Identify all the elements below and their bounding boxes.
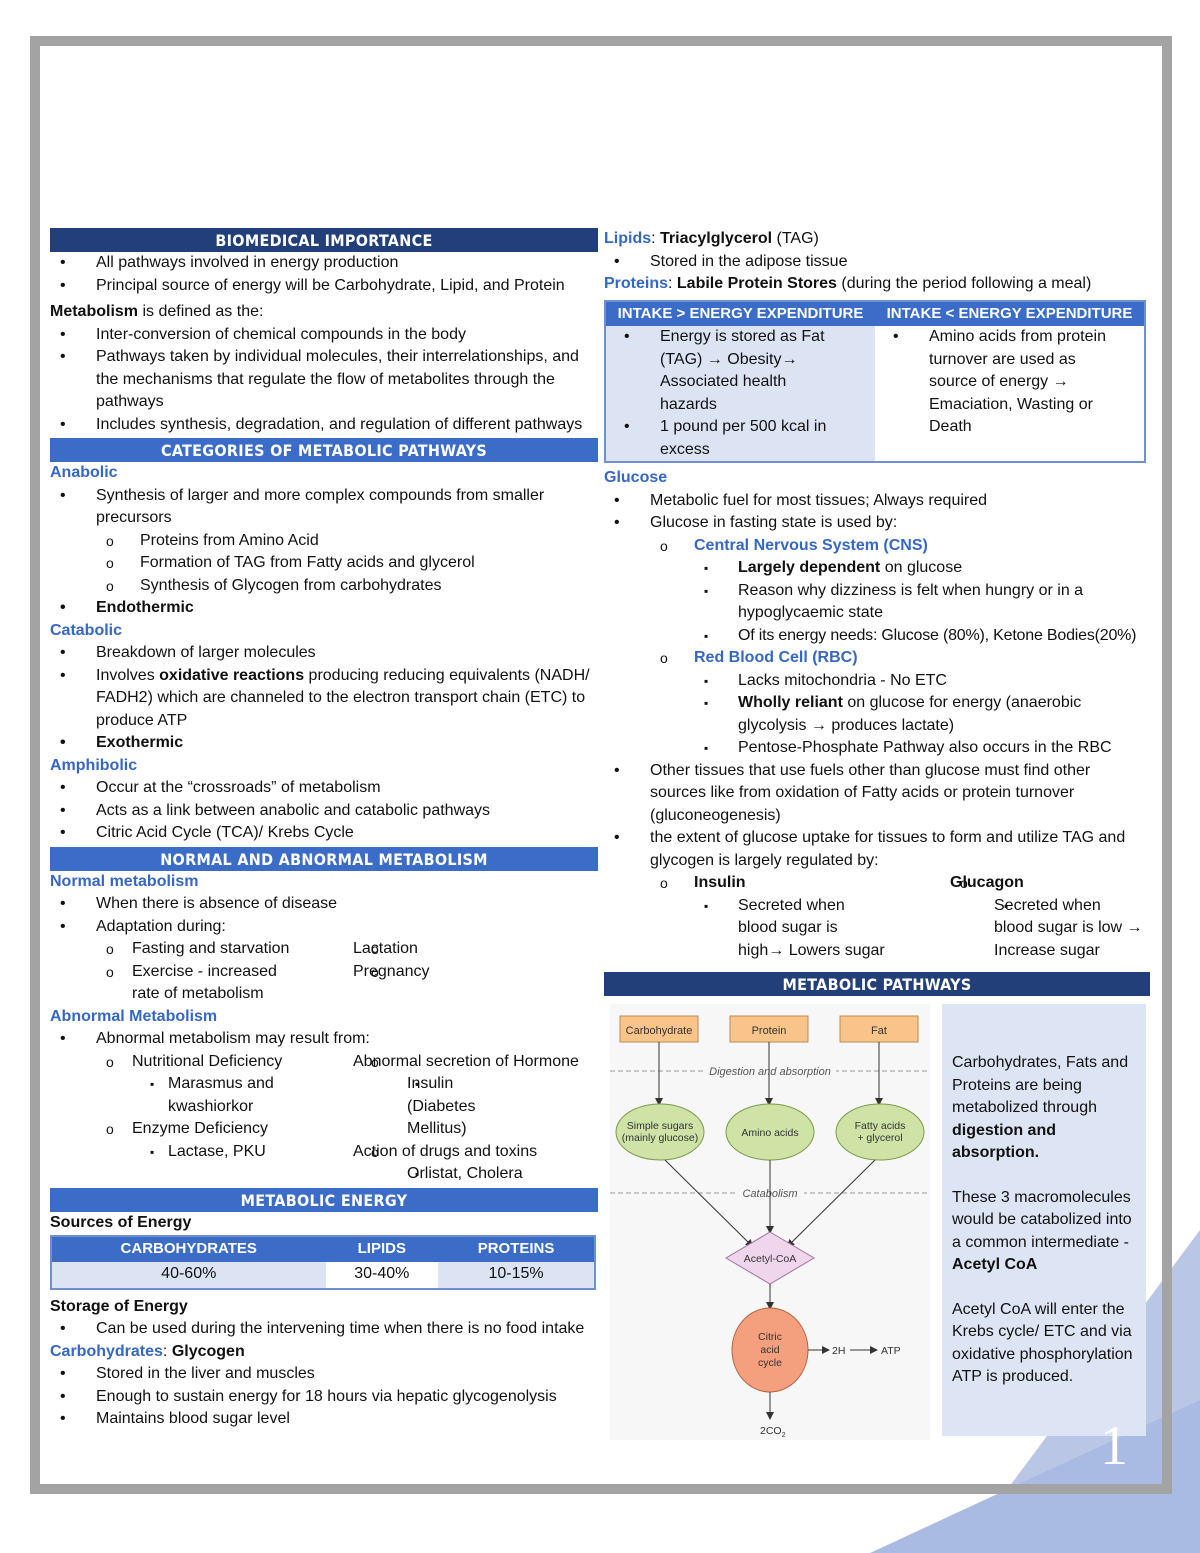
biomedical-importance-header: BIOMEDICAL IMPORTANCE (50, 228, 598, 252)
list-item: • All pathways involved in energy production (50, 252, 598, 275)
list-item (315, 1141, 579, 1164)
list-item: • Maintains blood sugar level (50, 1408, 598, 1431)
lipids-label: Lipids (604, 230, 652, 247)
arrow (788, 1160, 875, 1246)
atp-text: ATP (881, 1345, 901, 1357)
text: Pregnancy (353, 962, 430, 980)
glycogen-term: Glycogen (171, 1342, 245, 1360)
abnormal-columns (50, 1051, 598, 1186)
left-column (50, 228, 598, 1431)
list-item (315, 938, 430, 961)
fatty-acids-text-2: + glycerol (857, 1132, 903, 1144)
list-item: • 1 pound per 500 kcal in excess (606, 416, 845, 461)
list-item (315, 1051, 579, 1074)
deficit-list (875, 326, 1144, 439)
normal-abnormal-header: NORMAL AND ABNORMAL METABOLISM (50, 847, 598, 871)
sources-of-energy-label: Sources of Energy (50, 1213, 192, 1231)
normal-metabolism-label: Normal metabolism (50, 872, 199, 890)
metabolism-term: Metabolism (50, 303, 139, 320)
citric-text-3: cycle (758, 1357, 782, 1369)
bold-text: Wholly reliant (738, 694, 843, 711)
rbc-label: Red Blood Cell (RBC) (694, 649, 858, 666)
text: producing reducing equivalents (NADH/ FADH2) which are channeled to the electron transport chain (ETC) to produce ATP (96, 666, 590, 729)
list-item (315, 961, 430, 984)
separator: : (668, 275, 677, 292)
note-paragraph (952, 1187, 1138, 1277)
pathway-svg (610, 1004, 930, 1440)
list-item: • Synthesis of larger and more complex compounds from smaller precursors (50, 485, 598, 530)
separator: : (651, 230, 660, 247)
carbohydrates-label: Carbohydrates (50, 1342, 163, 1360)
glucagon-col (904, 872, 1144, 962)
list-item: o Exercise - increased rate of metabolism (50, 961, 282, 1006)
metabolism-def-list (50, 324, 598, 437)
insulin-col (604, 872, 904, 962)
fatty-acids-text: Fatty acids (854, 1120, 906, 1132)
list-item: • Adaptation during: (50, 916, 598, 939)
note-paragraph: Acetyl CoA will enter the Krebs cycle/ ETC and via oxidative phosphorylation ATP is produced. (952, 1300, 1133, 1385)
anabolic-label: Anabolic (50, 464, 118, 481)
list-item (604, 557, 1150, 580)
list-item: • Pathways taken by individual molecules, their interrelationships, and the mechanisms that regulate the flow of metabolites through the pathways (50, 346, 598, 414)
list-item: • Energy is stored as Fat (TAG) → Obesity→ Associated health hazards (606, 326, 845, 416)
proteins-line (604, 273, 1150, 296)
citric-text-2: acid (760, 1344, 780, 1356)
text: Involves (96, 666, 160, 684)
adaptation-left (50, 938, 315, 1006)
abnormal-right (315, 1051, 579, 1186)
co2-main: 2CO (760, 1425, 782, 1437)
carbohydrate-text: Carbohydrate (625, 1025, 693, 1037)
catabolism-label: Catabolism (742, 1188, 798, 1200)
table-cell: 40-60% (51, 1262, 326, 1289)
list-item (315, 1073, 517, 1141)
table-row (51, 1262, 595, 1289)
insulin-label: Insulin (694, 874, 746, 891)
list-item (315, 1163, 579, 1186)
biomedical-list (50, 252, 598, 297)
text: Orlistat, Cholera (407, 1165, 523, 1182)
table-header-row (51, 1236, 595, 1262)
list-item: ▪ Secreted when blood sugar is high→ Lowers sugar (604, 895, 888, 963)
list-item (904, 872, 1144, 895)
normal-list (50, 893, 598, 938)
list-item: • Abnormal metabolism may result from: (50, 1028, 598, 1051)
storage-of-energy-label: Storage of Energy (50, 1297, 188, 1315)
categories-header: CATEGORIES OF METABOLIC PATHWAYS (50, 438, 598, 462)
list-item (904, 895, 1144, 963)
list-item (604, 535, 1150, 558)
table-cell: 30-40% (326, 1262, 439, 1289)
list-item: • Metabolic fuel for most tissues; Always required (604, 490, 1150, 513)
labile-term: Labile Protein Stores (676, 275, 837, 292)
simple-sugars-text-2: (mainly glucose) (621, 1132, 699, 1144)
text: Abnormal secretion of Hormone (353, 1052, 579, 1070)
table-cell (605, 326, 875, 462)
text: Secreted when blood sugar is low → Increase sugar (994, 896, 1143, 959)
catabolic-list (50, 642, 598, 755)
list-item: • Enough to sustain energy for 18 hours via hepatic glycogenolysis (50, 1386, 598, 1409)
column-header: PROTEINS (438, 1236, 595, 1262)
text: Carbohydrates, Fats and Proteins are being metabolized through (952, 1054, 1129, 1116)
carbohydrates-line (50, 1341, 598, 1364)
surplus-list (606, 326, 875, 461)
column-header: INTAKE < ENERGY EXPENDITURE (875, 301, 1145, 327)
h2-text: 2H (832, 1345, 846, 1357)
list-item: • Breakdown of larger molecules (50, 642, 598, 665)
lipids-list (604, 251, 1150, 274)
metabolic-pathways-header: METABOLIC PATHWAYS (604, 972, 1150, 996)
list-item: • When there is absence of disease (50, 893, 598, 916)
text: Lactation (353, 940, 418, 957)
cns-label: Central Nervous System (CNS) (694, 536, 928, 554)
text: on glucose for energy (anaerobic glycolysis → produces lactate) (738, 694, 1082, 734)
table-header-row (605, 301, 1145, 327)
list-item: • Principal source of energy will be Carbohydrate, Lipid, and Protein (50, 275, 598, 298)
list-item: • Inter-conversion of chemical compounds in the body (50, 324, 598, 347)
digestion-label: Digestion and absorption (709, 1066, 831, 1078)
hormone-columns (604, 872, 1150, 962)
text: (during the period following a meal) (836, 275, 1092, 292)
metabolism-rest: is defined as the: (138, 303, 264, 320)
list-item: • Can be used during the intervening time when there is no food intake (50, 1318, 598, 1341)
list-item: • Stored in the adipose tissue (604, 251, 1150, 274)
co2-text (760, 1425, 786, 1439)
simple-sugars-text: Simple sugars (626, 1120, 694, 1132)
list-item: ▪ Pentose-Phosphate Pathway also occurs in the RBC (604, 737, 1150, 760)
list-item: • Endothermic (50, 597, 598, 620)
list-item: ▪ Reason why dizziness is felt when hungry or in a hypoglycaemic state (604, 580, 1150, 625)
text: (TAG) (772, 230, 819, 247)
abnormal-left (50, 1051, 315, 1186)
bold-text: oxidative reactions (159, 666, 305, 684)
list-item: o Formation of TAG from Fatty acids and glycerol (50, 552, 598, 575)
list-item: • Amino acids from protein turnover are used as source of energy → Emaciation, Wasting or Death (875, 326, 1124, 439)
bold-text: Largely dependent (738, 559, 881, 576)
separator: : (162, 1342, 172, 1360)
protein-text: Protein (751, 1025, 787, 1037)
fat-text: Fat (871, 1025, 887, 1037)
acetyl-coa-text: Acetyl-CoA (743, 1253, 797, 1265)
list-item: • Includes synthesis, degradation, and regulation of different pathways (50, 414, 598, 437)
table-cell (875, 326, 1145, 462)
list-item: o Nutritional Deficiency (50, 1051, 315, 1074)
text: These 3 macromolecules would be catabolized into a common intermediate - (952, 1188, 1132, 1251)
list-item: • Exothermic (50, 732, 598, 755)
list-item: • the extent of glucose uptake for tissues to form and utilize TAG and glycogen is largely regulated by: (604, 827, 1150, 872)
adaptation-right (315, 938, 430, 1006)
list-item: o Synthesis of Glycogen from carbohydrates (50, 575, 598, 598)
abnormal-metabolism-label: Abnormal Metabolism (50, 1007, 218, 1025)
list-item: o Fasting and starvation (50, 938, 315, 961)
list-item: ▪ Of its energy needs: Glucose (80%), Ketone Bodies(20%) (604, 625, 1150, 648)
page-number: 1 (1100, 1415, 1128, 1477)
list-item: o Enzyme Deficiency (50, 1118, 315, 1141)
column-header: CARBOHYDRATES (51, 1236, 326, 1262)
text: Action of drugs and toxins (353, 1142, 538, 1160)
carbohydrates-list (50, 1363, 598, 1431)
glucose-label: Glucose (604, 469, 668, 486)
co2-subscript: 2 (781, 1432, 786, 1439)
list-item: • Citric Acid Cycle (TCA)/ Krebs Cycle (50, 822, 598, 845)
glucose-list (604, 490, 1150, 873)
table-cell: 10-15% (438, 1262, 595, 1289)
list-item (604, 692, 1150, 737)
lipids-line (604, 228, 1150, 251)
text: on glucose (880, 559, 963, 576)
metabolic-pathway-diagram (610, 1004, 930, 1440)
list-item: ▪ Lactase, PKU (50, 1141, 315, 1164)
energy-sources-table (50, 1235, 596, 1290)
list-item: • Occur at the “crossroads” of metabolism (50, 777, 598, 800)
list-item: • Acts as a link between anabolic and catabolic pathways (50, 800, 598, 823)
adaptation-columns (50, 938, 598, 1006)
citric-text-1: Citric (758, 1331, 782, 1343)
column-header: LIPIDS (326, 1236, 439, 1262)
table-row (605, 326, 1145, 462)
amphibolic-list (50, 777, 598, 845)
bold-text: Acetyl CoA (952, 1256, 1038, 1273)
list-item: • Other tissues that use fuels other than glucose must find other sources like from oxidation of Fatty acids or protein turnover (gluconeogenesis) (604, 760, 1150, 828)
abnormal-list (50, 1028, 598, 1051)
list-item: ▪ Lacks mitochondria - No ETC (604, 670, 1150, 693)
intake-expenditure-table (604, 300, 1146, 464)
note-paragraph (952, 1052, 1138, 1165)
amino-acids-text: Amino acids (741, 1127, 799, 1139)
proteins-label: Proteins (604, 275, 669, 292)
storage-list (50, 1318, 598, 1341)
right-column (604, 228, 1150, 996)
glucagon-label: Glucagon (950, 874, 1024, 891)
list-item (604, 872, 904, 895)
list-item: • Stored in the liver and muscles (50, 1363, 598, 1386)
metabolism-definition (50, 301, 598, 324)
list-item (604, 647, 1150, 670)
list-item (50, 665, 598, 733)
list-item: ▪ Marasmus and kwashiorkor (50, 1073, 278, 1118)
anabolic-list (50, 485, 598, 620)
tag-term: Triacylglycerol (660, 230, 773, 247)
pathway-side-note (942, 1004, 1146, 1436)
list-item: o Proteins from Amino Acid (50, 530, 598, 553)
list-item: • Glucose in fasting state is used by: (604, 512, 1150, 535)
metabolic-energy-header: METABOLIC ENERGY (50, 1188, 598, 1212)
column-header: INTAKE > ENERGY EXPENDITURE (605, 301, 875, 327)
arrow (665, 1160, 752, 1246)
text: Insulin (Diabetes Mellitus) (407, 1075, 476, 1137)
catabolic-label: Catabolic (50, 621, 123, 639)
amphibolic-label: Amphibolic (50, 756, 138, 774)
bold-text: digestion and absorption. (952, 1121, 1056, 1161)
